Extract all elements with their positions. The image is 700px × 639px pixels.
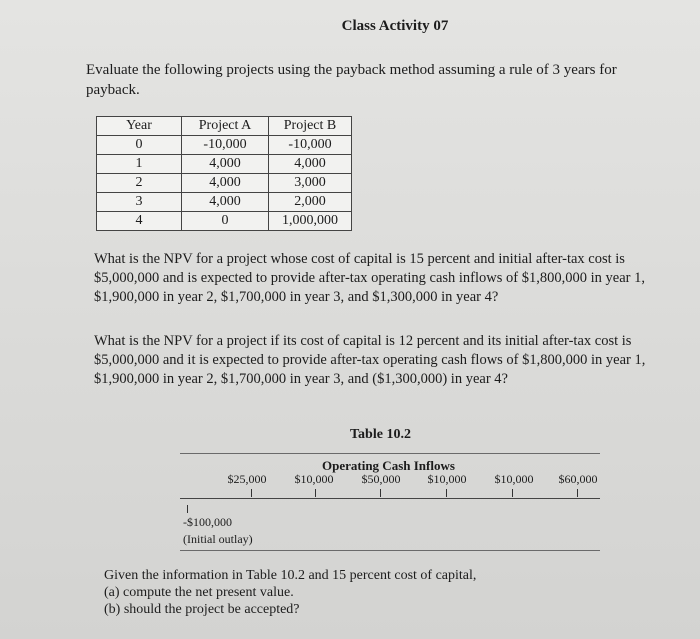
timeline-tick <box>446 489 447 497</box>
timeline-tick-origin <box>187 505 188 513</box>
question-1: What is the NPV for a project whose cost of capital is 15 percent and initial after-tax cost is $5,000,000 and is expected to provide after-tax operating cash inflows of $1,800,000 in year 1, $1,900,000 in year 2, $1,700,000 in year 3, and $1,300,000 in year 4? <box>94 251 645 305</box>
cell-project-a: 4,000 <box>182 193 269 212</box>
cell-year: 3 <box>97 193 182 212</box>
timeline-tick <box>512 489 513 497</box>
cell-project-b: 1,000,000 <box>269 212 352 231</box>
header-project-a: Project A <box>182 117 269 136</box>
table-row <box>97 212 352 231</box>
cell-project-a: 4,000 <box>182 155 269 174</box>
page-title: Class Activity 07 <box>341 18 449 34</box>
table-row <box>97 155 352 174</box>
cell-project-b: 2,000 <box>269 193 352 212</box>
inflow-value: $10,000 <box>427 472 467 486</box>
initial-outlay-label: (Initial outlay) <box>183 532 253 546</box>
given-intro: Given the information in Table 10.2 and 15 percent cost of capital, <box>104 568 477 583</box>
table-row <box>97 136 352 155</box>
table-row <box>97 193 352 212</box>
table-10-2-title: Table 10.2 <box>350 427 411 442</box>
payback-table <box>96 116 352 231</box>
question-2: What is the NPV for a project if its cost of capital is 12 percent and its initial after-tax cost is $5,000,000 and it is expected to provide after-tax operating cash flows of $1,800,000 in year 1, $1,900,000 in year 2, $1,700,000 in year 3, and ($1,300,000) in year 4? <box>94 333 646 387</box>
given-part-b: (b) should the project be accepted? <box>104 602 300 617</box>
timeline-axis <box>180 498 600 499</box>
timeline-tick <box>251 489 252 497</box>
cell-project-a: 0 <box>182 212 269 231</box>
timeline-tick <box>380 489 381 497</box>
cell-project-b: 3,000 <box>269 174 352 193</box>
initial-outlay-value: -$100,000 <box>183 515 232 529</box>
intro-text: Evaluate the following projects using the payback method assuming a rule of 3 years for payback. <box>86 62 617 98</box>
cell-project-b: 4,000 <box>269 155 352 174</box>
cell-year: 1 <box>97 155 182 174</box>
table-row <box>97 174 352 193</box>
header-project-b: Project B <box>269 117 352 136</box>
header-year: Year <box>97 117 182 136</box>
inflow-value: $60,000 <box>558 472 598 486</box>
timeline-tick <box>577 489 578 497</box>
given-part-a: (a) compute the net present value. <box>104 585 294 600</box>
table-bottom-rule <box>180 550 600 551</box>
cell-project-a: 4,000 <box>182 174 269 193</box>
inflow-value: $10,000 <box>494 472 534 486</box>
cell-year: 2 <box>97 174 182 193</box>
timeline-tick <box>315 489 316 497</box>
operating-cash-inflows-label: Operating Cash Inflows <box>322 458 455 473</box>
table-header-row <box>97 117 352 136</box>
inflow-value: $10,000 <box>294 472 334 486</box>
cell-project-b: -10,000 <box>269 136 352 155</box>
inflow-value: $25,000 <box>227 472 267 486</box>
table-top-rule <box>180 453 600 454</box>
inflow-value: $50,000 <box>361 472 401 486</box>
given-block <box>104 567 664 618</box>
cell-year: 0 <box>97 136 182 155</box>
cell-project-a: -10,000 <box>182 136 269 155</box>
cell-year: 4 <box>97 212 182 231</box>
